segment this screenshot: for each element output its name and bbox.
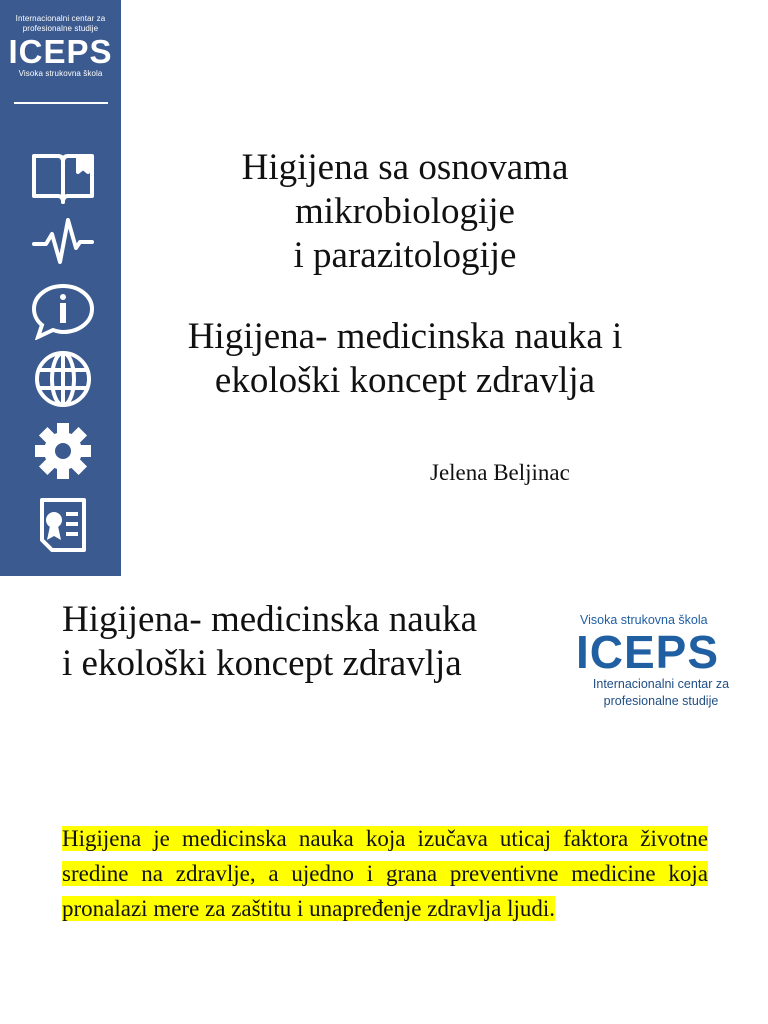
title-line: i parazitologije xyxy=(293,235,517,276)
logo-bottom-line: profesionalne studije xyxy=(603,694,719,708)
title-line: Higijena- medicinska nauka xyxy=(62,599,478,640)
iceps-logo xyxy=(576,612,746,724)
sidebar xyxy=(0,0,121,576)
sidebar-logo-word: ICEPS xyxy=(8,33,113,70)
title-line: mikrobiologije xyxy=(295,191,515,232)
title-line: Higijena sa osnovama xyxy=(241,147,569,188)
slide-1-title xyxy=(140,146,670,278)
sidebar-logo xyxy=(0,14,121,79)
logo-word: ICEPS xyxy=(576,626,720,678)
subtitle-line: ekološki koncept zdravlja xyxy=(214,360,596,401)
definition-paragraph xyxy=(62,821,708,926)
title-line: i ekološki koncept zdravlja xyxy=(62,643,462,684)
logo-bottom-line: Internacionalni centar za xyxy=(592,677,730,691)
slide-1-subtitle xyxy=(140,315,670,403)
certificate-icon xyxy=(30,496,96,554)
heartbeat-icon xyxy=(30,212,96,270)
subtitle-line: Higijena- medicinska nauka i xyxy=(187,316,623,357)
highlighted-text: Higijena je medicinska nauka koja izučava uticaj faktora životne sredine na zdravlje, a ujedno i grana preventivne medicine koja pronalazi mere za zaštitu i unapređenje zdravlja ljudi. xyxy=(62,826,708,921)
sidebar-divider xyxy=(14,102,108,104)
logo-top-text: Visoka strukovna škola xyxy=(580,613,708,627)
gear-icon xyxy=(30,422,96,480)
book-icon xyxy=(30,148,96,206)
slide-2-title xyxy=(62,598,562,686)
author-name: Jelena Beljinac xyxy=(430,460,570,485)
globe-icon xyxy=(30,350,96,408)
sidebar-logo-top: Internacionalni centar za profesionalne studije xyxy=(15,14,106,33)
info-chat-icon xyxy=(30,282,96,340)
sidebar-logo-bottom: Visoka strukovna škola xyxy=(18,69,103,78)
